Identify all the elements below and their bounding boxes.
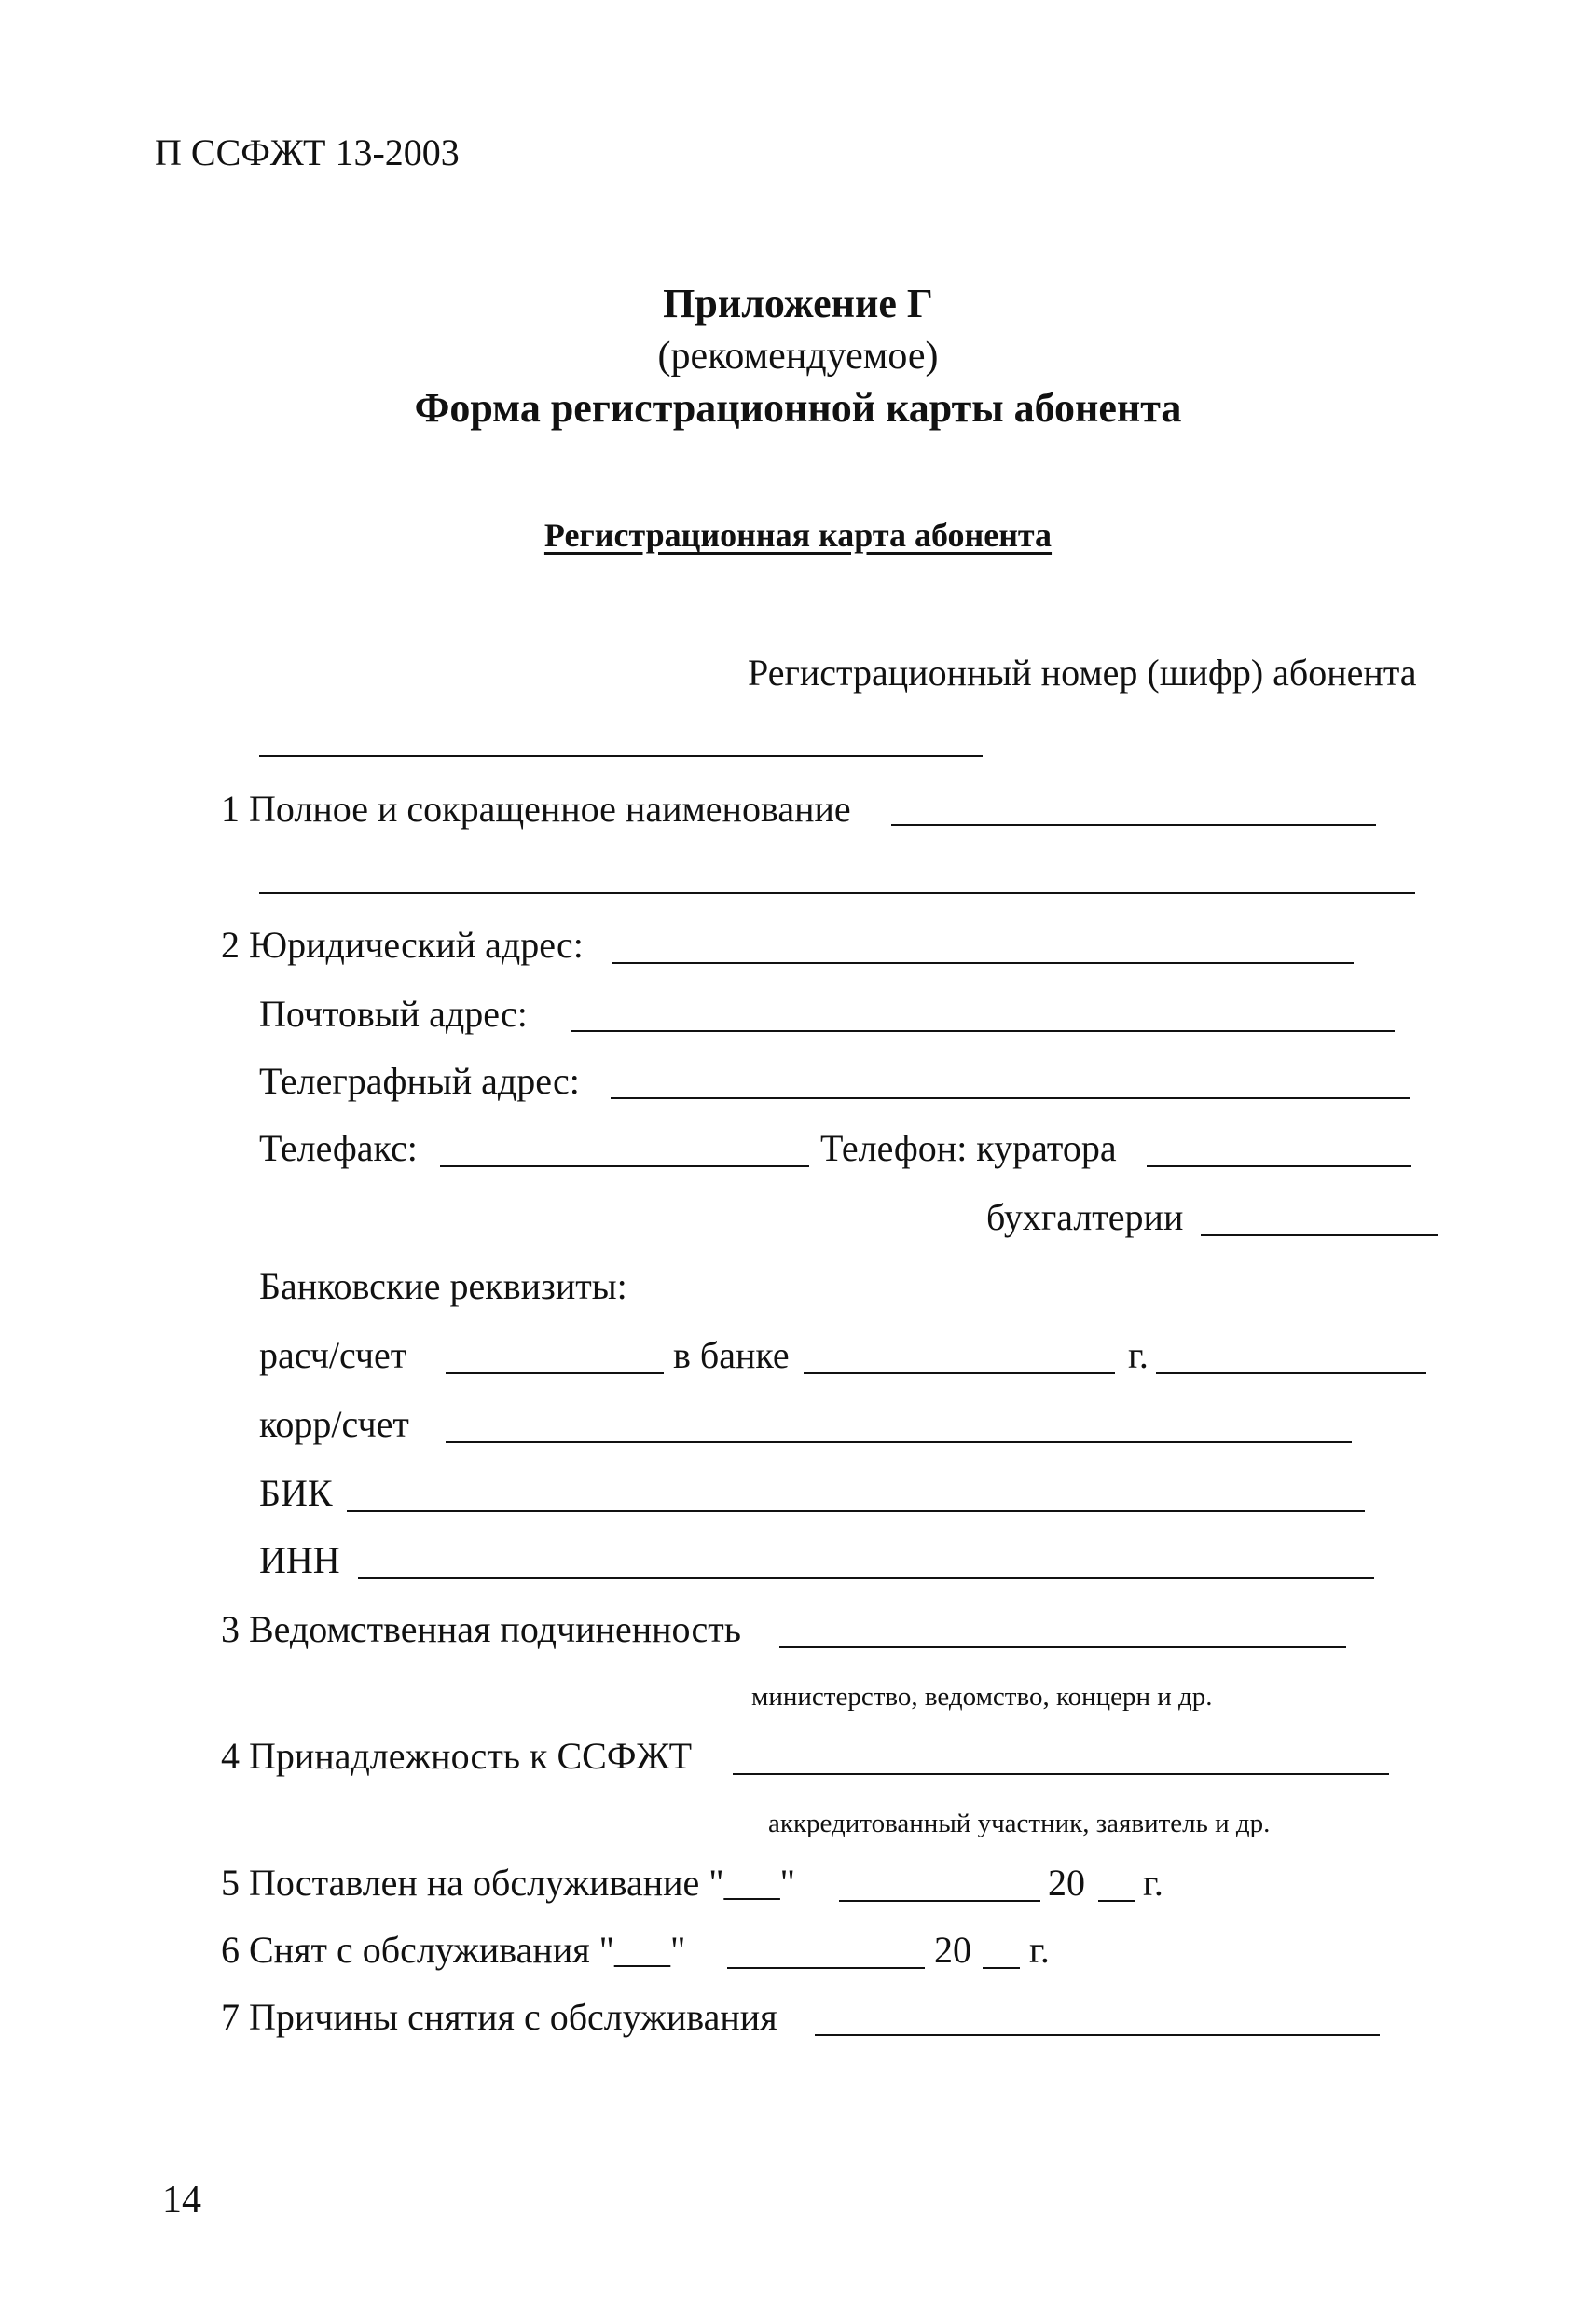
membership-label: 4 Принадлежность к ССФЖТ [221, 1735, 693, 1777]
service-end-year-label: 20 [934, 1929, 971, 1971]
reg-number-field[interactable] [259, 755, 983, 757]
bank-details-label: Банковские реквизиты: [259, 1265, 627, 1307]
service-end-label: 6 Снят с обслуживания "___" [221, 1929, 686, 1971]
service-end-date-field[interactable] [727, 1967, 925, 1969]
service-start-g-label: г. [1143, 1862, 1163, 1904]
document-code: П ССФЖТ 13-2003 [155, 131, 460, 173]
legal-address-label: 2 Юридический адрес: [221, 924, 584, 966]
card-title-text: Регистрационная карта абонента [543, 516, 1053, 554]
reg-number-label: Регистрационный номер (шифр) абонента [748, 652, 1417, 694]
city-field[interactable] [1156, 1372, 1426, 1374]
service-start-date-field[interactable] [839, 1900, 1040, 1902]
membership-hint: аккредитованный участник, заявитель и др. [768, 1809, 1271, 1838]
account-field[interactable] [446, 1372, 664, 1374]
service-end-year-field[interactable] [983, 1967, 1020, 1969]
corr-account-label: корр/счет [259, 1403, 409, 1445]
corr-account-field[interactable] [446, 1441, 1352, 1443]
appendix-subtitle: (рекомендуемое) [657, 335, 939, 378]
full-name-label: 1 Полное и сокращенное наименование [221, 788, 851, 830]
telegraph-address-label: Телеграфный адрес: [259, 1060, 580, 1102]
phone-curator-field[interactable] [1147, 1165, 1411, 1167]
card-title [0, 515, 1596, 556]
postal-address-field[interactable] [571, 1030, 1395, 1032]
inn-field[interactable] [358, 1577, 1374, 1579]
subordination-label: 3 Ведомственная подчиненность [221, 1608, 741, 1650]
phone-accounting-field[interactable] [1201, 1234, 1438, 1236]
inn-label: ИНН [259, 1539, 340, 1581]
removal-reason-label: 7 Причины снятия с обслуживания [221, 1996, 777, 2038]
full-name-field-2[interactable] [259, 892, 1415, 894]
city-label: г. [1128, 1334, 1149, 1376]
service-end-g-label: г. [1029, 1929, 1050, 1971]
service-start-year-label: 20 [1048, 1862, 1085, 1904]
subordination-field[interactable] [779, 1646, 1346, 1648]
subordination-hint: министерство, ведомство, концерн и др. [751, 1682, 1213, 1712]
account-label: расч/счет [259, 1334, 407, 1376]
telegraph-address-field[interactable] [611, 1097, 1410, 1099]
fax-label: Телефакс: [259, 1127, 418, 1169]
service-start-label: 5 Поставлен на обслуживание "___" [221, 1862, 795, 1904]
in-bank-label: в банке [673, 1334, 790, 1376]
appendix-title: Приложение Г [663, 281, 933, 326]
bik-field[interactable] [347, 1510, 1365, 1512]
full-name-field[interactable] [891, 824, 1376, 826]
page-number: 14 [162, 2179, 201, 2222]
fax-field[interactable] [440, 1165, 809, 1167]
removal-reason-field[interactable] [815, 2034, 1380, 2036]
service-start-year-field[interactable] [1098, 1900, 1135, 1902]
bik-label: БИК [259, 1472, 333, 1514]
appendix-form-title: Форма регистрационной карты абонента [414, 385, 1182, 431]
membership-field[interactable] [733, 1773, 1389, 1775]
legal-address-field[interactable] [612, 962, 1354, 964]
phone-accounting-label: бухгалтерии [986, 1196, 1184, 1238]
postal-address-label: Почтовый адрес: [259, 993, 528, 1035]
bank-name-field[interactable] [804, 1372, 1115, 1374]
phone-curator-label: Телефон: куратора [820, 1127, 1117, 1169]
